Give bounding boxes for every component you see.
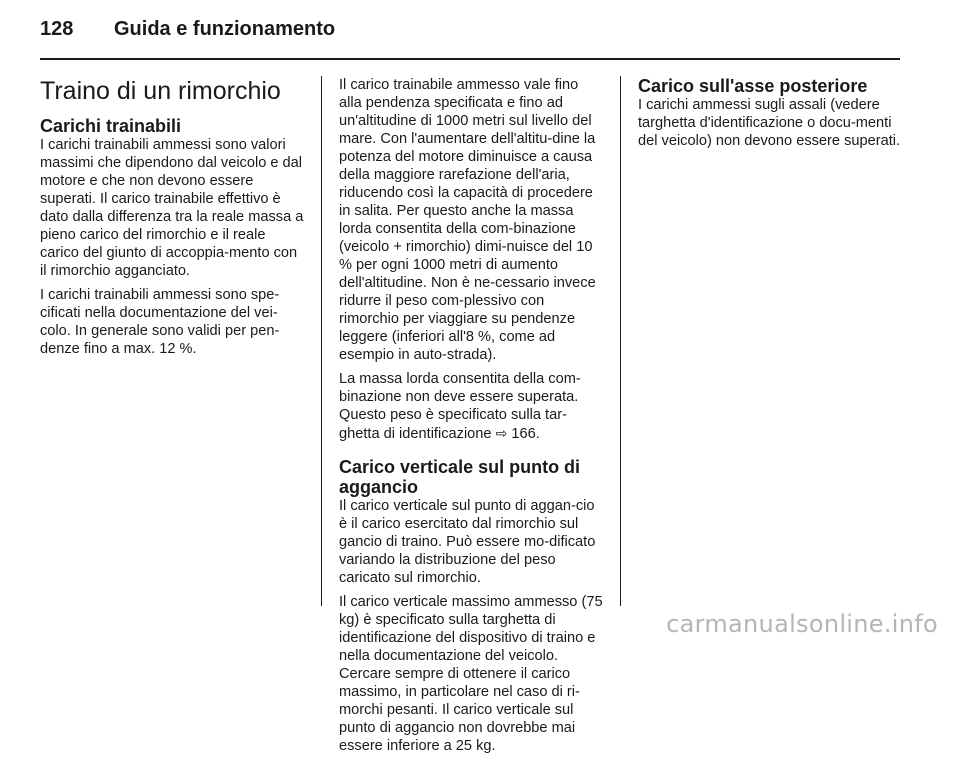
watermark-text: carmanualsonline.info (666, 610, 938, 638)
paragraph-carichi-1: I carichi trainabili ammessi sono valori massimi che dipendono dal veicolo e dal motore e che non devono essere superati. Il carico trainabile effettivo è dato dalla differenza tra la reale massa a pieno carico del rimorchio e il reale carico del giunto di accoppia-mento con il rimorchio agganciato. (40, 137, 304, 279)
heading-carichi-trainabili: Carichi trainabili (40, 116, 182, 136)
column-2 (339, 76, 604, 761)
page-header (40, 18, 900, 48)
heading-carico-verticale: Carico verticale sul punto di aggancio (339, 457, 581, 497)
paragraph-carichi-3: Il carico trainabile ammesso vale fino alla pendenza specificata e fino ad un'altitudine di 1000 metri sul livello del mare. Con l'aumentare dell'altitu-dine la potenza del motore diminuisce a causa della maggiore rarefazione dell'aria, riducendo così la capacità di procedere in salita. Per questo anche la massa lorda consentita della com-binazione (veicolo + rimorchio) dimi-nuisce del 10 % per ogni 1000 metri di aumento dell'altitudine. Non è ne-cessario invece ridurre il peso com-plessivo con rimorchio per viaggiare su pendenze leggere (inferiori all'8 %, come ad esempio in auto-strada). (339, 77, 596, 363)
header-rule (40, 58, 900, 60)
paragraph-verticale-2: Il carico verticale massimo ammesso (75 kg) è specificato sulla targhetta di identificazione del dispositivo di traino e nella documentazione del veicolo. Cercare sempre di ottenere il carico massimo, in particolare nel caso di ri-morchi pesanti. Il carico verticale sul punto di aggancio non dovrebbe mai essere inferiore a 25 kg. (339, 594, 603, 754)
column-1 (40, 76, 305, 364)
cross-reference-arrow-icon: ⇨ (495, 425, 508, 441)
running-title: Guida e funzionamento (114, 18, 336, 40)
column-3 (638, 76, 903, 156)
paragraph-verticale-1: Il carico verticale sul punto di aggan-cio è il carico esercitato dal rimorchio sul gancio di traino. Può essere mo-dificato variando la distribuzione del peso caricato sul rimorchio. (339, 498, 596, 586)
column-divider-2 (620, 76, 621, 606)
paragraph-carichi-2: I carichi trainabili ammessi sono spe-cificati nella documentazione del vei-colo. In generale sono validi per pen-denze fino a max. 12 %. (40, 287, 280, 357)
paragraph-carichi-4-text: La massa lorda consentita della com-binazione non deve essere superata. Questo peso è specificato sulla tar-ghetta di identificazione (339, 371, 581, 442)
page-number: 128 (40, 18, 74, 40)
cross-reference-link[interactable]: 166. (511, 426, 540, 442)
section-title: Traino di un rimorchio (40, 77, 281, 105)
paragraph-asse-1: I carichi ammessi sugli assali (vedere targhetta d'identificazione o docu-menti del veicolo) non devono essere superati. (638, 97, 901, 149)
column-divider-1 (321, 76, 322, 606)
paragraph-carichi-4 (339, 370, 604, 443)
heading-carico-asse: Carico sull'asse posteriore (638, 76, 868, 96)
